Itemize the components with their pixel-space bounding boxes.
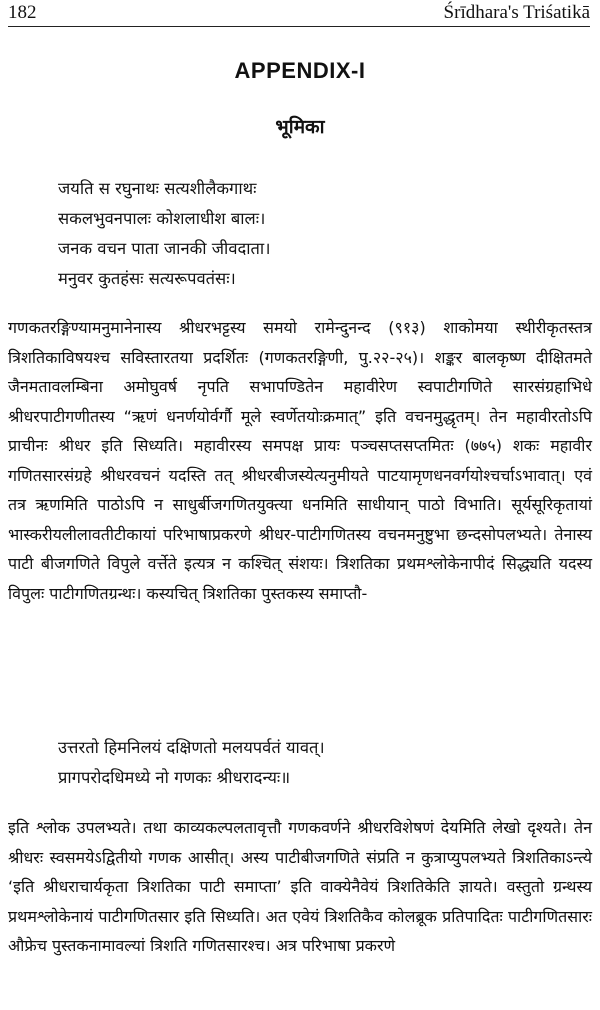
paragraph-1: [8, 313, 592, 608]
section-title: भूमिका: [275, 116, 325, 138]
verse-line: मनुवर कुतहंसः सत्यरूपवतंसः।: [58, 269, 236, 288]
running-header: [8, 2, 590, 27]
paragraph-text: गणकतरङ्गिण्यामनुमानेनास्य श्रीधरभट्टस्य समयो रामेन्दुनन्द (९१३) शाकोमया स्थीरीकृतस्तत्र त्रिशतिकाविषयश्च सविस्तारतया प्रदर्शितः (गणकतरङ्गिणी, पु.२२-२५)। शङ्कर बालकृष्ण दीक्षितमते जैनमतावलम्बिना अमोघुवर्ष नृपति सभापण्डितेन महावीरेण स्वपाटीगणिते सारसंग्रहाभिधे श्रीधरपाटीगणीतस्य “ऋणं धनर्णयोर्वर्गौ मूले स्वर्णेतयोःक्रमात्” इति वचनमुद्धृतम्। तेन महावीरतोऽपि प्राचीनः श्रीधर इति सिध्यति। महावीरस्य समपक्ष प्रायः पञ्चसप्तसप्तमितः (७७५) शकः महावीर गणितसारसंग्रहे श्रीधरवचनं यदस्ति तत् श्रीधरबीजस्येत्यनुमीयते पाटयामृणधनवर्गयोश्चर्चाऽभावात्। एवं तत्र ऋणमिति पाठोऽपि न साधुर्बीजगणितयुक्त्या धनमिति साधीयान् पाठो विभाति। सूर्यसूरिकृतायां भास्करीयलीलावतीटीकायां परिभाषाप्रकरणे श्रीधर-पाटीगणितस्य वचनमनुष्टुभा छन्दसोपलभ्यते। तेनास्य पाटी बीजगणिते विपुले वर्त्तेते इत्यत्र न कश्चित् संशयः। त्रिशतिका प्रथमश्लोकेनापीदं सिद्ध्यति यदस्य विपुलः पाटीगणितग्रन्थः। कस्यचित् त्रिशतिका पुस्तकस्य समाप्तौ-: [8, 318, 592, 603]
opening-verse: [58, 174, 270, 294]
book-title: Śrīdhara's Triśatikā: [443, 2, 590, 23]
appendix-title: APPENDIX-I: [234, 58, 366, 83]
verse-line: उत्तरतो हिमनिलयं दक्षिणतो मलयपर्वतं यावत्।: [58, 738, 325, 757]
verse-line: जयति स रघुनाथः सत्यशीलैकगाथः: [58, 179, 257, 198]
paragraph-2: [8, 813, 592, 961]
verse-line: प्रागपरोदधिमध्ये नो गणकः श्रीधरादन्यः॥: [58, 768, 291, 787]
verse-line: जनक वचन पाता जानकी जीवदाता।: [58, 239, 271, 258]
quoted-verse: [58, 733, 325, 793]
page-number: 182: [8, 2, 37, 23]
paragraph-text: इति श्लोक उपलभ्यते। तथा काव्यकल्पलतावृत्तौ गणकवर्णने श्रीधरविशेषणं देयमिति लेखो दृश्यते। तेन श्रीधरः स्वसमयेऽद्वितीयो गणक आसीत्। अस्य पाटीबीजगणिते संप्रति न कुत्राप्युपलभ्यते त्रिशतिकाऽन्त्ये ‘इति श्रीधराचार्यकृता त्रिशतिका पाटी समाप्ता’ इति वाक्येनैवेयं त्रिशतिकेति ज्ञायते। वस्तुतो ग्रन्थस्य प्रथमश्लोकेनायं पाटीगणितसार इति सिध्यति। अत एवेयं त्रिशतिकैव कोलब्रूक प्रतिपादितः पाटीगणितसारः औफ्रेच पुस्तकनामावल्यां त्रिशति गणितसारश्च। अत्र परिभाषा प्रकरणे: [8, 818, 592, 955]
verse-line: सकलभुवनपालः कोशलाधीश बालः।: [58, 209, 266, 228]
